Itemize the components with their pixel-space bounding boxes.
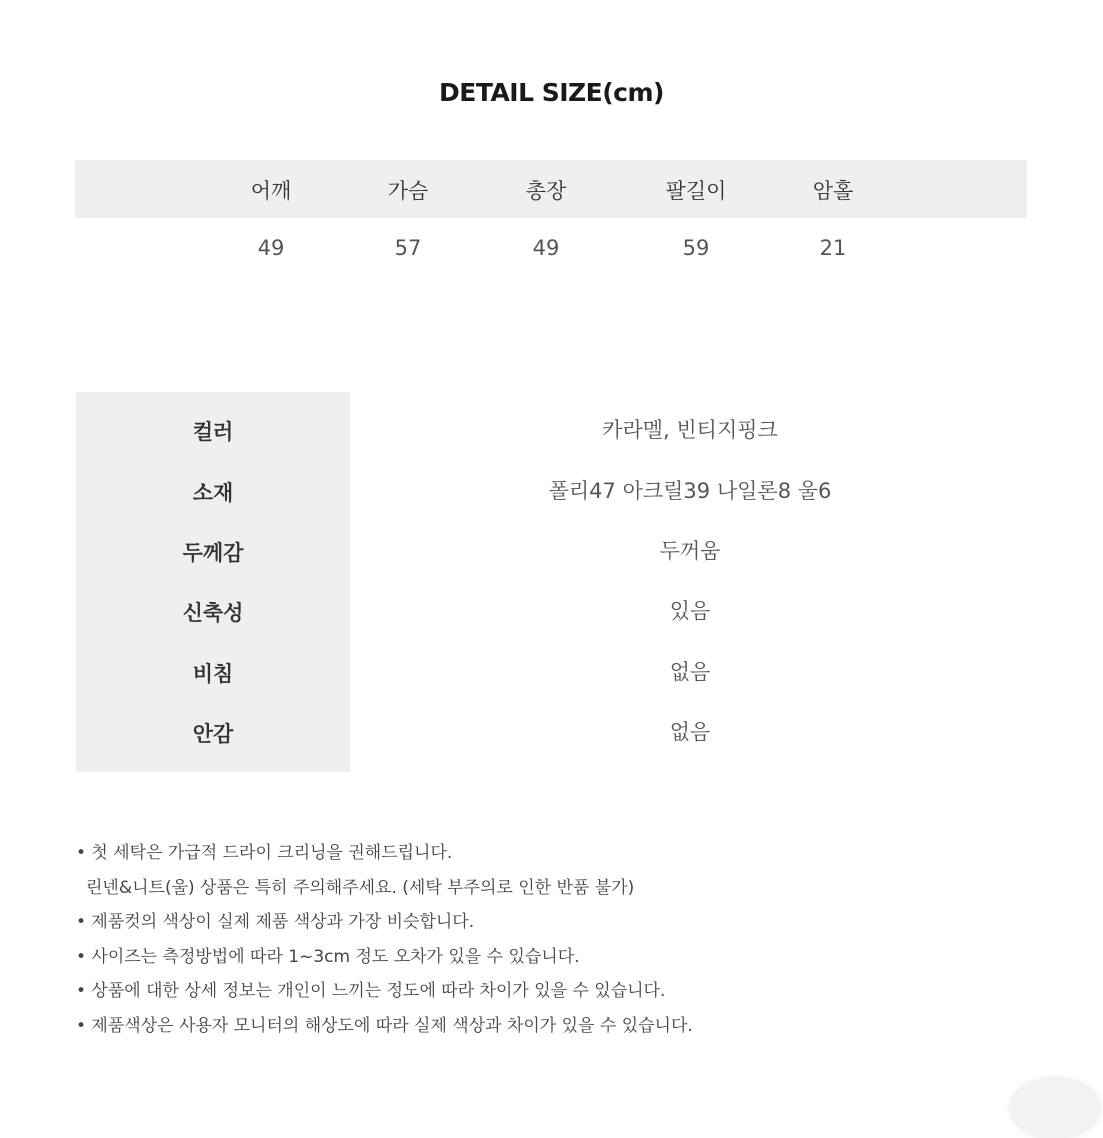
scroll-top-button[interactable] — [1010, 1078, 1100, 1138]
spec-label-material: 소재 — [192, 481, 234, 505]
spec-value-lining: 없음 — [669, 720, 711, 744]
spec-label-column — [76, 392, 350, 772]
spec-label-thickness: 두께감 — [182, 541, 244, 565]
spec-label-color: 컬러 — [192, 420, 234, 444]
size-value-sleeve: 59 — [682, 236, 710, 260]
size-value-length: 49 — [532, 236, 560, 260]
note-dry-clean: • 첫 세탁은 가급적 드라이 크리닝을 권해드립니다. — [76, 843, 453, 863]
size-header-armhole: 암홀 — [812, 179, 854, 203]
spec-label-sheerness: 비침 — [192, 662, 234, 686]
note-monitor-color: • 제품색상은 사용자 모니터의 해상도에 따라 실제 색상과 차이가 있을 수 있습니다. — [76, 1015, 693, 1036]
size-header-chest: 가슴 — [387, 179, 429, 203]
note-color-accuracy: • 제품컷의 색상이 실제 제품 색상과 가장 비슷합니다. — [76, 912, 475, 932]
spec-label-stretch: 신축성 — [182, 601, 244, 625]
size-value-chest: 57 — [394, 236, 422, 260]
note-size-tolerance: • 사이즈는 측정방법에 따라 1~3cm 정도 오차가 있을 수 있습니다. — [76, 946, 580, 967]
size-header-length: 총장 — [525, 179, 567, 203]
size-value-armhole: 21 — [819, 236, 847, 260]
spec-value-color: 카라멜, 빈티지핑크 — [602, 418, 778, 442]
spec-value-stretch: 있음 — [669, 599, 711, 623]
care-notes — [76, 836, 976, 1043]
page-title: DETAIL SIZE(cm) — [439, 78, 664, 107]
note-linen-knit: 린넨&니트(울) 상품은 특히 주의해주세요. (세탁 부주의로 인한 반품 불가) — [86, 877, 635, 898]
size-header-shoulder: 어깨 — [250, 179, 292, 203]
size-header-sleeve: 팔길이 — [665, 179, 727, 203]
note-personal-feel: • 상품에 대한 상세 정보는 개인이 느끼는 정도에 따라 차이가 있을 수 있습니다. — [76, 981, 666, 1001]
spec-value-sheerness: 없음 — [669, 660, 711, 684]
size-table-header — [75, 160, 1027, 218]
spec-value-material: 폴리47 아크릴39 나일론8 울6 — [548, 479, 832, 503]
spec-label-lining: 안감 — [192, 722, 234, 746]
size-value-shoulder: 49 — [257, 236, 285, 260]
spec-value-thickness: 두꺼움 — [659, 539, 721, 563]
